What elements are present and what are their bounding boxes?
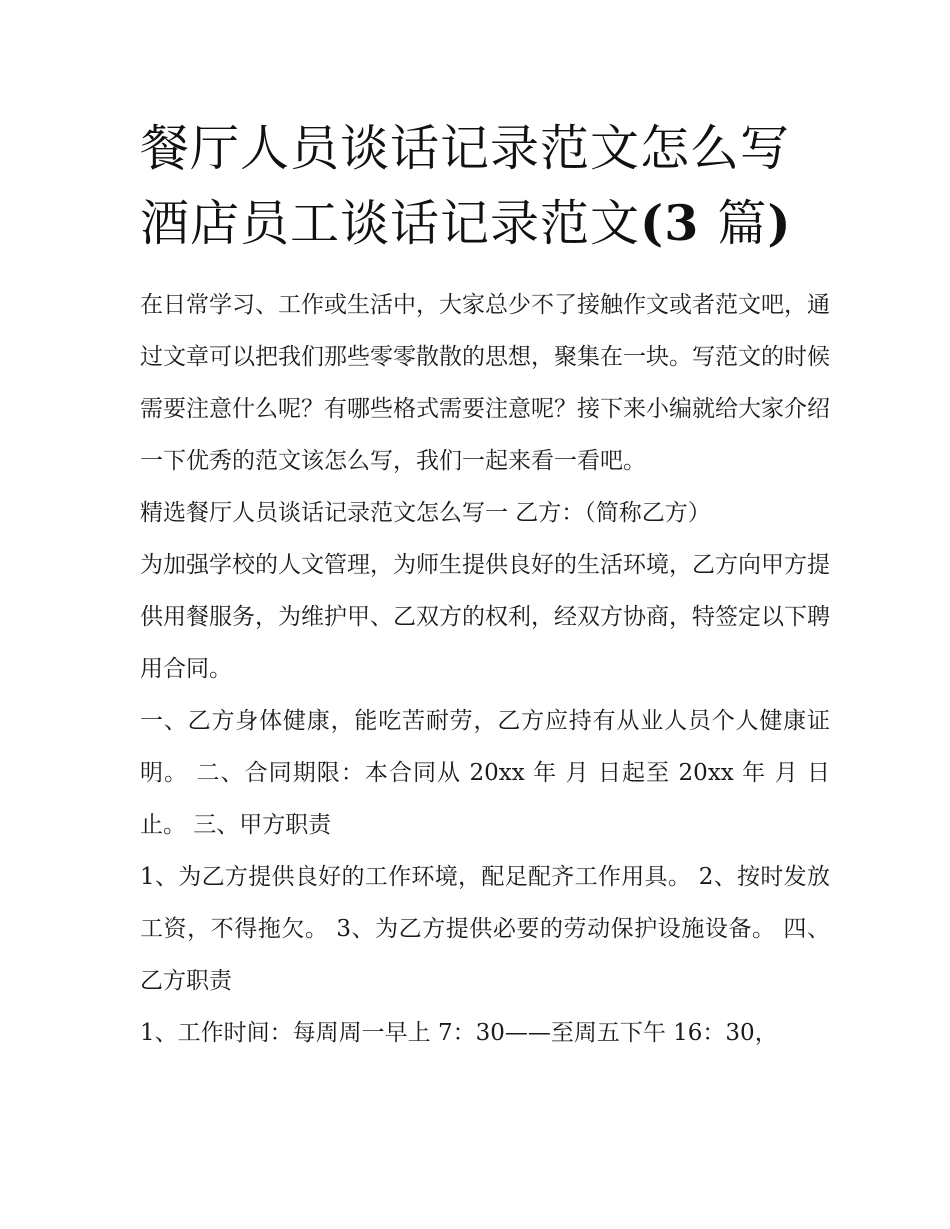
paragraph-intro: 在日常学习、工作或生活中，大家总少不了接触作文或者范文吧，通过文章可以把我们那些零零散散的思想，聚集在一块。写范文的时候需要注意什么呢？有哪些格式需要注意呢？接下来小编就给大家介绍一下优秀的范文该怎么写，我们一起来看一看吧。: [140, 292, 830, 474]
paragraph-section-heading: 精选餐厅人员谈话记录范文怎么写一 乙方：（简称乙方）: [140, 500, 711, 526]
document-body: [140, 279, 830, 1059]
title-count-close: ): [767, 194, 792, 252]
title-line-2-text: 酒店员工谈话记录范文: [140, 195, 641, 252]
paragraph-clauses-1-3: 一、乙方身体健康，能吃苦耐劳，乙方应持有从业人员个人健康证明。 二、合同期限：本合同从 20xx 年 月 日起至 20xx 年 月 日止。 三、甲方职责: [140, 708, 830, 838]
title-count-open: (3: [640, 194, 718, 252]
paragraph-work-hours: 1、工作时间：每周周一早上 7：30——至周五下午 16：30，: [140, 1020, 778, 1046]
paragraph-preamble: 为加强学校的人文管理，为师生提供良好的生活环境，乙方向甲方提供用餐服务，为维护甲、乙双方的权利，经双方协商，特签定以下聘用合同。: [140, 552, 830, 682]
title-line-1: 餐厅人员谈话记录范文怎么写: [140, 120, 791, 177]
paragraph-party-a-duties: 1、为乙方提供良好的工作环境，配足配齐工作用具。 2、按时发放工资，不得拖欠。 3、为乙方提供必要的劳动保护设施设备。 四、乙方职责: [140, 864, 830, 994]
document-title: [140, 112, 830, 261]
document-page: [140, 112, 830, 1059]
title-line-2: [140, 186, 830, 261]
title-count-unit: 篇: [717, 195, 768, 252]
